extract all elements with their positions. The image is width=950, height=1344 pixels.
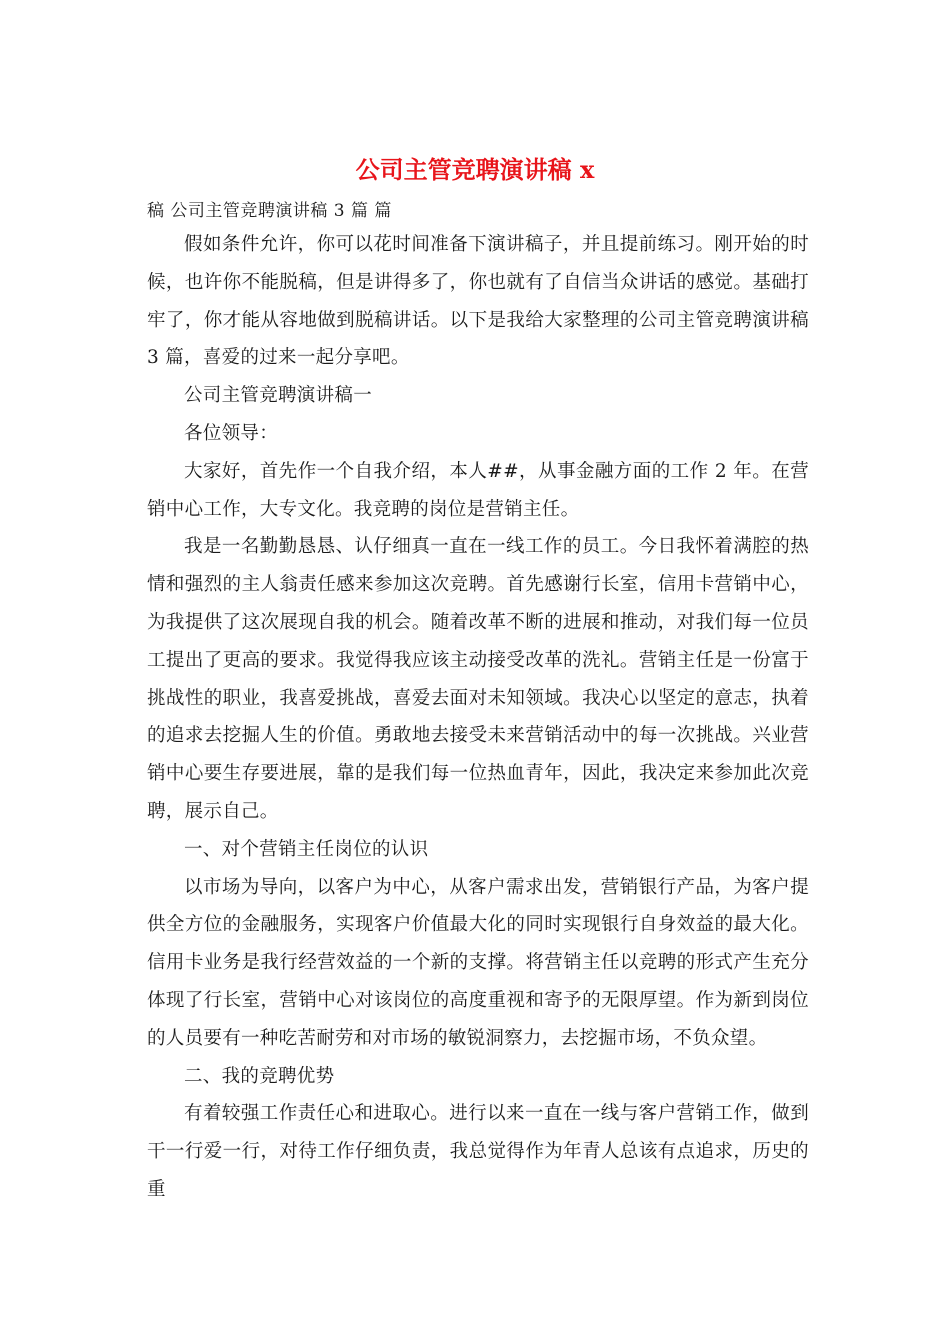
salutation: 各位领导： <box>184 422 279 444</box>
section-heading-advantages: 二、我的竞聘优势 <box>184 1065 335 1087</box>
paragraph-self-introduction: 大家好，首先作一个自我介绍，本人##，从事金融方面的工作 2 年。在营销中心工作，大专文化。我竞聘的岗位是营销主任。 <box>147 460 809 520</box>
section-heading-role-understanding: 一、对个营销主任岗位的认识 <box>184 838 429 860</box>
paragraph-motivation: 我是一名勤勤恳恳、认仔细真一直在一线工作的员工。今日我怀着满腔的热情和强烈的主人翁责任感来参加这次竞聘。首先感谢行长室，信用卡营销中心，为我提供了这次展现自我的机会。随着改革不断的进展和推动，对我们每一位员工提出了更高的要求。我觉得我应该主动接受改革的洗礼。营销主任是一份富于挑战性的职业，我喜爱挑战，喜爱去面对未知领域。我决心以坚定的意志，执着的追求去挖掘人生的价值。勇敢地去接受未来营销活动中的每一次挑战。兴业营销中心要生存要进展，靠的是我们每一位热血青年，因此，我决定来参加此次竞聘，展示自己。 <box>147 536 809 822</box>
paragraph-advantages: 有着较强工作责任心和进取心。进行以来一直在一线与客户营销工作，做到干一行爱一行，对待工作仔细负责，我总觉得作为年青人总该有点追求，历史的重 <box>147 1103 809 1200</box>
document-body <box>147 226 809 1209</box>
paragraph-intro: 假如条件允许，你可以花时间准备下演讲稿子，并且提前练习。刚开始的时候，也许你不能脱稿，但是讲得多了，你也就有了自信当众讲话的感觉。基础打牢了，你才能从容地做到脱稿讲话。以下是我给大家整理的公司主管竞聘演讲稿3 篇，喜爱的过来一起分享吧。 <box>147 234 809 369</box>
document-title: 公司主管竞聘演讲稿 x <box>355 155 595 184</box>
document-subtitle: 稿 公司主管竞聘演讲稿 3 篇 篇 <box>147 201 392 221</box>
paragraph-role-understanding: 以市场为导向，以客户为中心，从客户需求出发，营销银行产品，为客户提供全方位的金融服务，实现客户价值最大化的同时实现银行自身效益的最大化。信用卡业务是我行经营效益的一个新的支撑。将营销主任以竞聘的形式产生充分体现了行长室，营销中心对该岗位的高度重视和寄予的无限厚望。作为新到岗位的人员要有一种吃苦耐劳和对市场的敏锐洞察力，去挖掘市场，不负众望。 <box>147 876 809 1049</box>
section-heading-speech-one: 公司主管竞聘演讲稿一 <box>184 385 373 407</box>
